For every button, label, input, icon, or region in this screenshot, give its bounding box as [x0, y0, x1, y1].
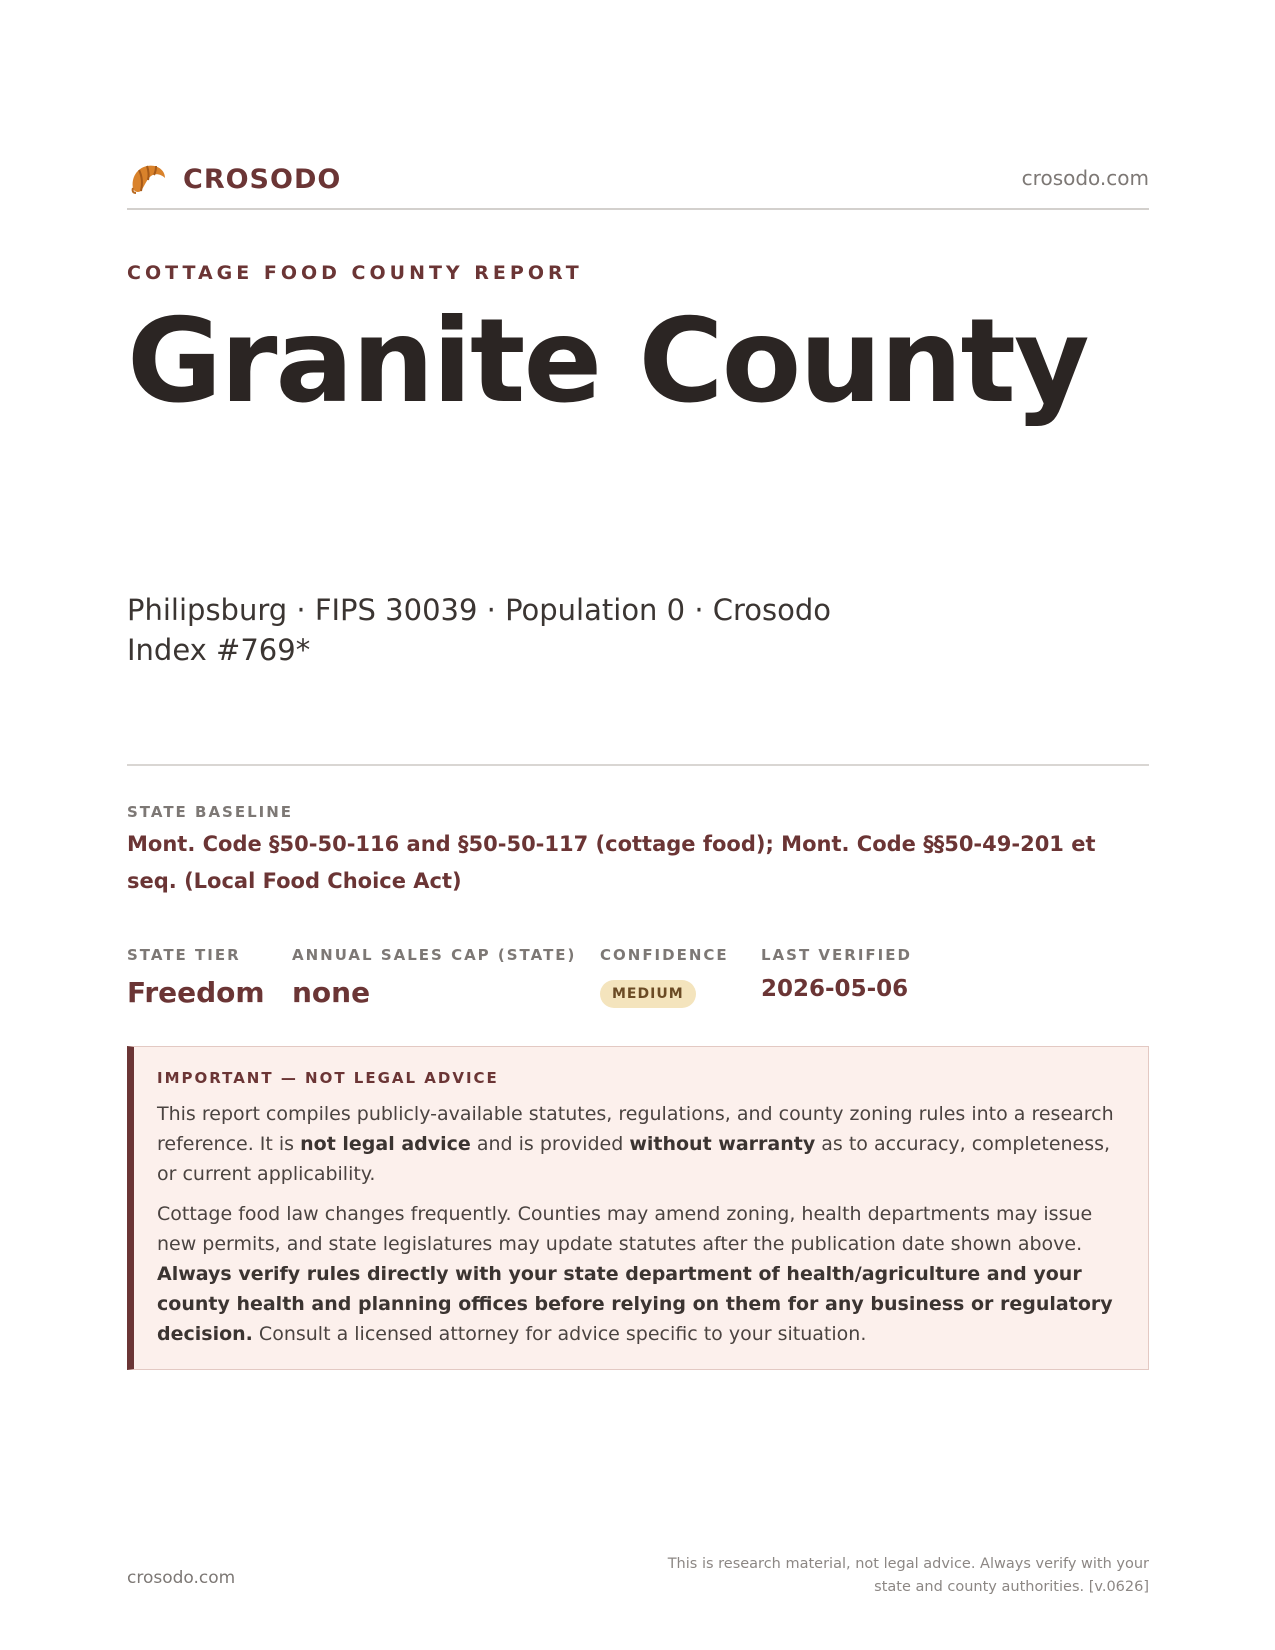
stat-sales-cap [292, 946, 576, 1009]
state-baseline-label: STATE BASELINE [127, 803, 294, 821]
notice-emphasis: without warranty [629, 1133, 816, 1155]
county-subtitle: Philipsburg · FIPS 30039 · Population 0 · Crosodo Index #769* [127, 593, 832, 667]
report-kicker: COTTAGE FOOD COUNTY REPORT [127, 262, 583, 284]
notice-text: This report compiles publicly-available statutes, regulations, and county zoning rules into a research reference. It is [157, 1103, 1114, 1155]
notice-text: Consult a licensed attorney for advice specific to your situation. [252, 1323, 867, 1345]
stat-value: Freedom [127, 976, 265, 1009]
notice-text: and is provided [470, 1133, 630, 1155]
stat-value: none [292, 976, 371, 1009]
stat-label: ANNUAL SALES CAP (STATE) [292, 946, 577, 964]
notice-emphasis: not legal advice [300, 1133, 471, 1155]
stat-confidence [600, 946, 729, 1008]
page-header [127, 158, 1149, 210]
footer-disclaimer: This is research material, not legal advice. Always verify with your state and county authorities. [v.0626] [667, 1556, 1149, 1595]
legal-notice [127, 1046, 1149, 1370]
stat-label: STATE TIER [127, 946, 241, 964]
stat-state-tier [127, 946, 265, 1009]
stats-row [127, 946, 1149, 1016]
stat-label: LAST VERIFIED [761, 946, 912, 964]
confidence-badge: MEDIUM [600, 980, 696, 1008]
brand-name: CROSODO [183, 163, 342, 195]
croissant-icon [127, 158, 169, 200]
report-page [127, 0, 1149, 1650]
notice-paragraph [157, 1099, 1122, 1189]
footer-url[interactable]: crosodo.com [127, 1568, 236, 1588]
site-url[interactable]: crosodo.com [1021, 166, 1149, 190]
page-title: Granite County [127, 294, 1088, 429]
notice-text: as to accuracy, completeness, or current applicability. [157, 1133, 1111, 1185]
notice-title: IMPORTANT — NOT LEGAL ADVICE [157, 1069, 499, 1087]
stat-label: CONFIDENCE [600, 946, 729, 964]
notice-paragraph [157, 1199, 1122, 1349]
notice-emphasis: Always verify rules directly with your state department of health/agriculture and your county health and planning offices before relying on them for any business or regulatory decision. [157, 1263, 1113, 1345]
brand [127, 158, 341, 200]
notice-text: Cottage food law changes frequently. Counties may amend zoning, health departments may issue new permits, and state legislatures may update statutes after the publication date shown above. [157, 1203, 1093, 1255]
divider [127, 764, 1149, 766]
stat-last-verified [761, 946, 912, 1002]
stat-value: 2026-05-06 [761, 976, 909, 1002]
state-baseline-text: Mont. Code §50-50-116 and §50-50-117 (cottage food); Mont. Code §§50-49-201 et seq. (Local Food Choice Act) [127, 832, 1096, 893]
